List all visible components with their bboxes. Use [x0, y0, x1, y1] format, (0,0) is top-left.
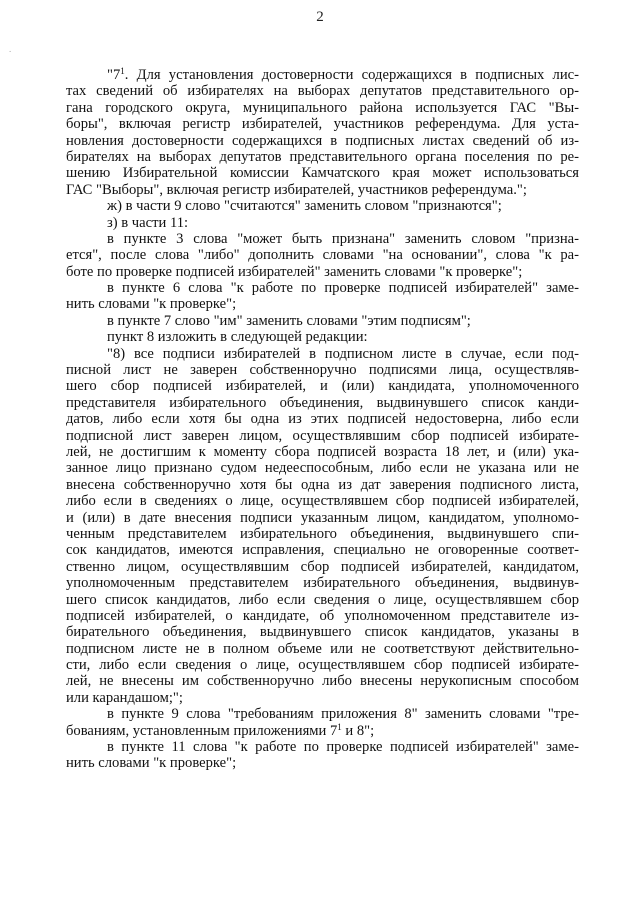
text-line: подписей избирателей, о кандидате, об уполномоченном представителе из-: [66, 607, 579, 624]
text-line: либо если в сведениях о лице, осуществлявшем сбор подписей избирателей,: [66, 493, 579, 510]
text-line: ственно лицом, осуществлявшим сбор подписей избирателей, кандидатом,: [66, 558, 579, 575]
text-line: подписной лист заверен лицом, осуществлявшим сбор подписей избирате-: [66, 427, 579, 444]
text-line: гана городского округа, муниципального района используется ГАС "Вы-: [66, 99, 579, 116]
text-line: в пункте 3 слова "может быть признана" заменить словом "призна-: [107, 230, 579, 247]
text-line: подписном листе не в полном объеме или не соответствуют действительно-: [66, 640, 579, 657]
text-line: занное лицо признано судом недееспособным, либо если не указана или не: [66, 460, 579, 477]
text-line: сок кандидатов, имеются исправления, специально не оговоренные соответ-: [66, 542, 579, 559]
text-line: новления достоверности содержащихся в подписных листах сведений об из-: [66, 132, 579, 149]
text-line: бирательного объединения, выдвинувшего список кандидатов, указаны в: [66, 624, 579, 641]
text-line: боте по проверке подписей избирателей" заменить словами "к проверке";: [66, 263, 523, 280]
text-line: представителя избирательного объединения, выдвинувшего список канди-: [66, 394, 579, 411]
text-line: или карандашом;";: [66, 689, 183, 706]
text-line: пункт 8 изложить в следующей редакции:: [107, 329, 368, 346]
text-line: тах сведений об избирателях на выборах депутатов представительного ор-: [66, 83, 579, 100]
text-line: лей, не внесены им собственноручно либо внесены нерукописным способом: [66, 673, 579, 690]
text-line: бованиям, установленным приложениями $7^1$ и 8";: [66, 721, 375, 739]
text-line: шего сбор подписей избирателей, и (или) кандидата, уполномоченного: [66, 378, 579, 395]
corner-mark: .: [9, 44, 12, 54]
text-line: ченным представителем избирательного объединения, выдвинувшего спи-: [66, 525, 579, 542]
text-line: внесена собственноручно хотя бы одна из дат заверения подписного листа,: [66, 476, 579, 493]
text-line: в пункте 9 слова "требованиям приложения 8" заменить словами "тре-: [107, 706, 579, 723]
text-line: лей, не достигшим к моменту сбора подписей возраста 18 лет, и (или) ука-: [66, 443, 579, 460]
text-line: нить словами "к проверке";: [66, 296, 237, 313]
text-line: шению Избирательной комиссии Камчатского края может использоваться: [66, 165, 579, 182]
document-body: [66, 67, 579, 772]
text-line: нить словами "к проверке";: [66, 755, 237, 772]
text-line: ж) в части 9 слово "считаются" заменить словом "признаются";: [107, 198, 502, 215]
text-line: бирателях на выборах депутатов представительного органа поселения по ре-: [66, 148, 579, 165]
text-line: писной лист не заверен собственноручно подписями лица, осуществляв-: [66, 362, 579, 379]
text-line: з) в части 11:: [107, 214, 189, 231]
text-line: ГАС "Выборы", включая регистр избирателей, участников референдума.";: [66, 181, 527, 198]
text-line: сти, либо если сведения о лице, осуществлявшем сбор подписей избирате-: [66, 657, 579, 674]
text-line: "8) все подписи избирателей в подписном листе в случае, если под-: [107, 345, 579, 362]
page-number: 2: [316, 9, 324, 25]
text-line: "$7^1$. Для установления достоверности содержащихся в подписных лис-: [107, 66, 579, 83]
text-line: ется", после слова "либо" дополнить словами "на основании", слова "к ра-: [66, 247, 579, 264]
text-line: уполномоченным представителем избирательного объединения, выдвинув-: [66, 575, 579, 592]
text-line: и (или) в дате внесения подписи указанным лицом, кандидатом, уполномо-: [66, 509, 579, 526]
text-line: боры", включая регистр избирателей, участников референдума. Для уста-: [66, 116, 579, 133]
text-line: в пункте 6 слова "к работе по проверке подписей избирателей" заме-: [107, 280, 579, 297]
text-line: в пункте 7 слово "им" заменить словами "этим подписям";: [107, 312, 471, 329]
text-line: шего список кандидатов, либо если сведения о лице, осуществлявшем сбор: [66, 591, 579, 608]
text-line: датов, либо если хотя бы одна из этих подписей недостоверна, либо если: [66, 411, 579, 428]
text-line: в пункте 11 слова "к работе по проверке подписей избирателей" заме-: [107, 739, 579, 756]
